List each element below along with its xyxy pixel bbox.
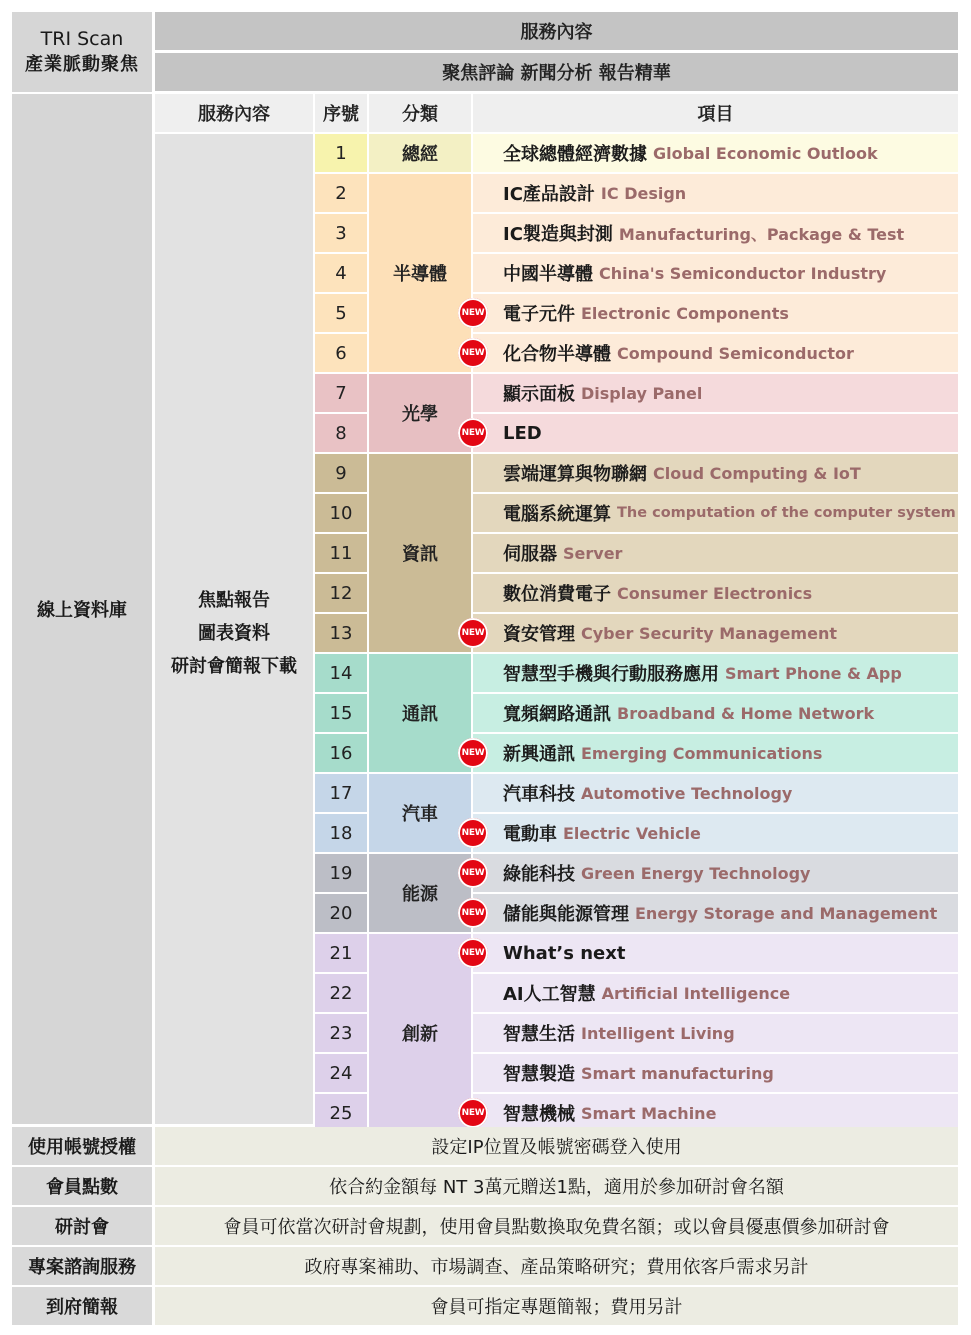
item-number: 20 — [315, 894, 367, 932]
item-number: 19 — [315, 854, 367, 892]
item-number: 14 — [315, 654, 367, 692]
item-name-en: Intelligent Living — [581, 1023, 735, 1043]
item-name-en: Cyber Security Management — [581, 623, 837, 643]
item-number: 10 — [315, 494, 367, 532]
new-badge-icon: NEW — [458, 1098, 488, 1128]
item-name-zh: 智慧生活 — [503, 1024, 575, 1045]
item-name-en: Energy Storage and Management — [635, 903, 938, 923]
item-name-zh: 資安管理 — [503, 624, 575, 645]
new-badge-icon: NEW — [458, 418, 488, 448]
footer-text: 會員可指定專題簡報；費用另計 — [155, 1287, 958, 1325]
footer-text: 會員可依當次研討會規劃，使用會員點數換取免費名額；或以會員優惠價參加研討會 — [155, 1207, 958, 1245]
item-name-zh: 伺服器 — [503, 544, 557, 565]
header-title: 服務內容 — [155, 12, 958, 50]
item-name-en: Electric Vehicle — [563, 823, 701, 843]
footer-text: 政府專案補助、市場調查、產品策略研究；費用依客戶需求另計 — [155, 1247, 958, 1285]
col-header-category: 分類 — [369, 94, 471, 132]
category-cell: 資訊 — [369, 454, 471, 652]
item-row[interactable] — [473, 934, 958, 972]
item-name-en: Artificial Intelligence — [601, 983, 791, 1003]
new-badge-icon: NEW — [458, 818, 488, 848]
item-name-zh: 數位消費電子 — [503, 584, 611, 605]
item-name-en: Green Energy Technology — [581, 863, 811, 883]
col-header-service: 服務內容 — [155, 94, 313, 132]
service-content-cell — [155, 134, 313, 1124]
item-row[interactable] — [473, 694, 958, 732]
item-row[interactable] — [473, 134, 958, 172]
item-name-en: Compound Semiconductor — [617, 343, 854, 363]
new-badge-icon: NEW — [458, 858, 488, 888]
item-name-zh: 寬頻網路通訊 — [503, 704, 611, 725]
item-row[interactable] — [473, 414, 958, 452]
item-name-en: Server — [563, 543, 623, 563]
item-row[interactable] — [473, 654, 958, 692]
item-name-en: Consumer Electronics — [617, 583, 813, 603]
item-row[interactable] — [473, 334, 958, 372]
item-name-en: Automotive Technology — [581, 783, 793, 803]
item-name-en: Smart Phone & App — [725, 663, 902, 683]
item-name-en: Electronic Components — [581, 303, 789, 323]
category-cell: 光學 — [369, 374, 471, 452]
item-name-zh: 化合物半導體 — [503, 344, 611, 365]
item-name-en: Display Panel — [581, 383, 703, 403]
item-number: 22 — [315, 974, 367, 1012]
item-number: 21 — [315, 934, 367, 972]
item-name-en: Global Economic Outlook — [653, 143, 878, 163]
item-number: 6 — [315, 334, 367, 372]
item-row[interactable] — [473, 574, 958, 612]
item-number: 4 — [315, 254, 367, 292]
item-row[interactable] — [473, 734, 958, 772]
brand-cell — [12, 12, 152, 92]
item-name-en: Emerging Communications — [581, 743, 823, 763]
col-header-no: 序號 — [315, 94, 367, 132]
item-name-zh: 電子元件 — [503, 304, 575, 325]
item-name-zh: IC產品設計 — [503, 184, 595, 205]
footer-label: 專案諮詢服務 — [12, 1247, 152, 1285]
item-name-en: China's Semiconductor Industry — [599, 263, 887, 283]
item-name-zh: 儲能與能源管理 — [503, 904, 629, 925]
item-row[interactable] — [473, 294, 958, 332]
item-row[interactable] — [473, 494, 958, 532]
brand-subtitle: 產業脈動聚焦 — [25, 54, 139, 75]
item-name-en: IC Design — [600, 183, 687, 203]
footer-text: 設定IP位置及帳號密碼登入使用 — [155, 1127, 958, 1165]
item-name-zh: 新興通訊 — [503, 744, 575, 765]
item-name-zh: IC製造與封測 — [503, 224, 613, 245]
item-name-zh: What’s next — [503, 942, 626, 964]
service-item-chart-data: 圖表資料 — [198, 622, 270, 644]
item-name-zh: 汽車科技 — [503, 784, 575, 805]
item-row[interactable] — [473, 534, 958, 572]
item-name-zh: 顯示面板 — [503, 384, 575, 405]
item-name-zh: 電動車 — [503, 824, 557, 845]
item-name-en: Broadband & Home Network — [617, 703, 875, 723]
item-row[interactable] — [473, 454, 958, 492]
item-row[interactable] — [473, 854, 958, 892]
footer-label: 使用帳號授權 — [12, 1127, 152, 1165]
new-badge-icon: NEW — [458, 338, 488, 368]
category-cell: 能源 — [369, 854, 471, 932]
item-number: 8 — [315, 414, 367, 452]
item-number: 3 — [315, 214, 367, 252]
service-item-seminar-download: 研討會簡報下載 — [171, 655, 297, 677]
item-row[interactable] — [473, 1014, 958, 1052]
item-name-zh: 中國半導體 — [503, 264, 593, 285]
service-item-focus-report: 焦點報告 — [198, 589, 270, 611]
item-number: 1 — [315, 134, 367, 172]
item-name-zh: 綠能科技 — [503, 864, 575, 885]
item-name-zh: 智慧型手機與行動服務應用 — [503, 664, 719, 685]
item-number: 2 — [315, 174, 367, 212]
item-row[interactable] — [473, 254, 958, 292]
item-row[interactable] — [473, 974, 958, 1012]
item-number: 23 — [315, 1014, 367, 1052]
item-name-zh: AI人工智慧 — [503, 984, 596, 1005]
section-label: 線上資料庫 — [37, 600, 127, 621]
item-number: 24 — [315, 1054, 367, 1092]
category-cell: 創新 — [369, 934, 471, 1132]
new-badge-icon: NEW — [458, 938, 488, 968]
item-name-zh: 雲端運算與物聯網 — [503, 464, 647, 485]
category-cell: 總經 — [369, 134, 471, 172]
item-name-zh: 智慧製造 — [503, 1064, 575, 1085]
footer-text: 依合約金額每 NT 3萬元贈送1點，適用於參加研討會名額 — [155, 1167, 958, 1205]
item-name-en: The computation of the computer system — [617, 505, 956, 521]
new-badge-icon: NEW — [458, 898, 488, 928]
col-header-item: 項目 — [473, 94, 958, 132]
item-name-en: Cloud Computing & IoT — [653, 463, 861, 483]
item-name-zh: 智慧機械 — [503, 1104, 575, 1125]
item-number: 17 — [315, 774, 367, 812]
new-badge-icon: NEW — [458, 298, 488, 328]
item-name-zh: 電腦系統運算 — [503, 504, 611, 525]
new-badge-icon: NEW — [458, 618, 488, 648]
item-row[interactable] — [473, 1054, 958, 1092]
item-number: 5 — [315, 294, 367, 332]
item-row[interactable] — [473, 614, 958, 652]
item-name-zh: LED — [503, 422, 542, 444]
item-number: 7 — [315, 374, 367, 412]
new-badge-icon: NEW — [458, 738, 488, 768]
item-name-en: Smart Machine — [581, 1103, 717, 1123]
footer-label: 會員點數 — [12, 1167, 152, 1205]
item-number: 15 — [315, 694, 367, 732]
item-name-zh: 全球總體經濟數據 — [503, 144, 647, 165]
item-name-en: Manufacturing、Package & Test — [618, 224, 905, 244]
header-subtitle: 聚焦評論 新聞分析 報告精華 — [155, 53, 958, 91]
item-number: 16 — [315, 734, 367, 772]
item-number: 25 — [315, 1094, 367, 1132]
category-cell: 通訊 — [369, 654, 471, 772]
item-row[interactable] — [473, 374, 958, 412]
footer-label: 到府簡報 — [12, 1287, 152, 1325]
item-number: 13 — [315, 614, 367, 652]
item-number: 12 — [315, 574, 367, 612]
item-number: 9 — [315, 454, 367, 492]
item-number: 18 — [315, 814, 367, 852]
item-row[interactable] — [473, 814, 958, 852]
item-name-en: Smart manufacturing — [581, 1063, 774, 1083]
item-row[interactable] — [473, 174, 958, 212]
item-row[interactable] — [473, 894, 958, 932]
category-cell: 半導體 — [369, 174, 471, 372]
category-cell: 汽車 — [369, 774, 471, 852]
section-label-cell — [12, 94, 152, 1124]
brand-title: TRI Scan — [40, 28, 124, 50]
item-row[interactable] — [473, 214, 958, 252]
item-row[interactable] — [473, 774, 958, 812]
footer-label: 研討會 — [12, 1207, 152, 1245]
item-number: 11 — [315, 534, 367, 572]
